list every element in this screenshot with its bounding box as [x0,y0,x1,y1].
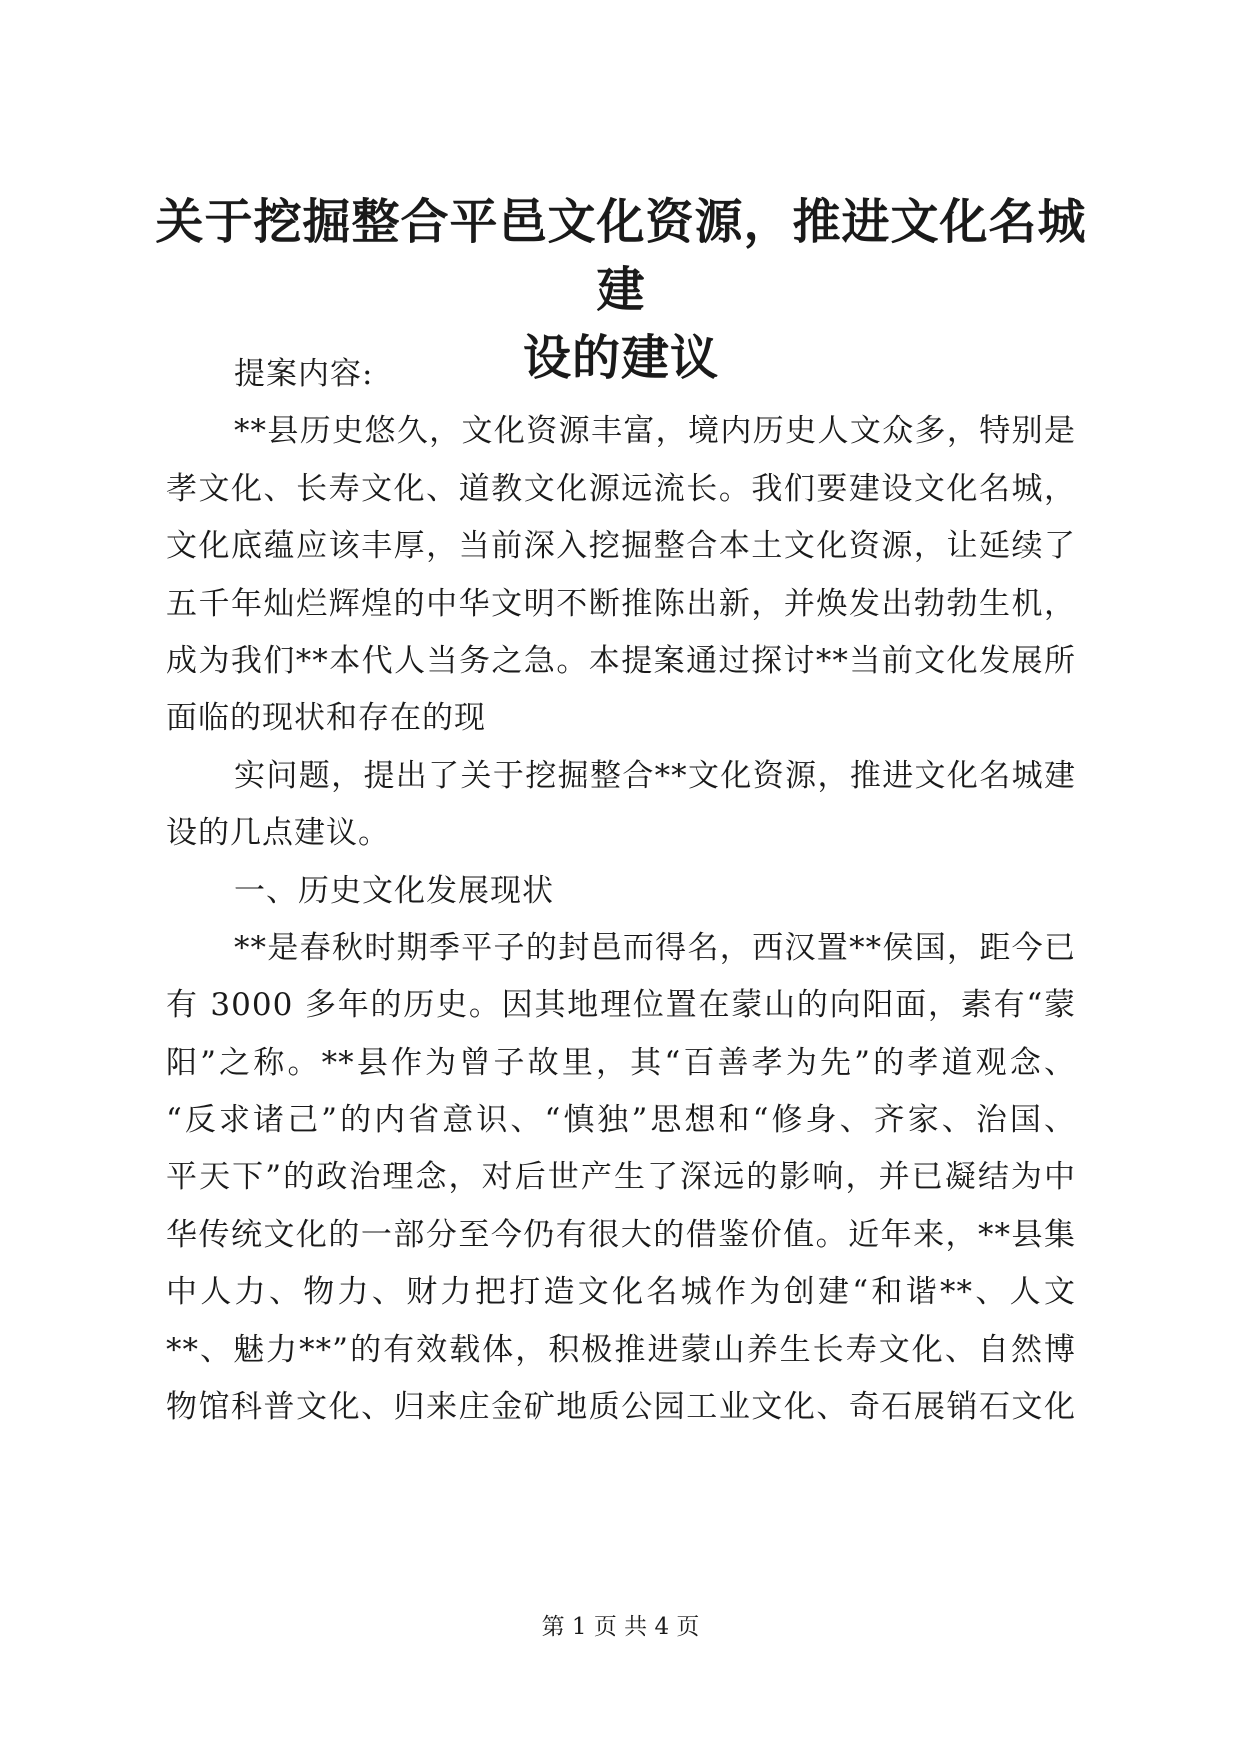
text-line: “反求诸己”的内省意识、“慎独”思想和“修身、齐家、治国、 [166,1102,1076,1139]
text-line: 实问题，提出了关于挖掘整合**文化资源，推进文化名城建 [234,757,1076,794]
text-line: 有 3000 多年的历史。因其地理位置在蒙山的向阳面，素有“蒙 [166,987,1076,1024]
text-line: 文化底蕴应该丰厚，当前深入挖掘整合本土文化资源，让延续了 [166,528,1076,565]
title-line-1: 关于挖掘整合平邑文化资源，推进文化名城建 [155,194,1087,318]
text-line: 阳”之称。**县作为曾子故里，其“百善孝为先”的孝道观念、 [166,1044,1076,1081]
text-line: **、魅力**”的有效载体，积极推进蒙山养生长寿文化、自然博 [166,1331,1076,1368]
text-line: 物馆科普文化、归来庄金矿地质公园工业文化、奇石展销石文化 [166,1389,1076,1426]
text-line: 平天下”的政治理念，对后世产生了深远的影响，并已凝结为中 [166,1159,1076,1196]
text-line: 面临的现状和存在的现 [166,700,486,737]
text-line: **是春秋时期季平子的封邑而得名，西汉置**侯国，距今已 [234,929,1076,966]
text-line: 成为我们**本代人当务之急。本提案通过探讨**当前文化发展所 [166,642,1076,679]
text-line: **县历史悠久，文化资源丰富，境内历史人文众多，特别是 [234,413,1076,450]
text-line: 中人力、物力、财力把打造文化名城作为创建“和谐**、人文 [166,1274,1076,1311]
text-line: 孝文化、长寿文化、道教文化源远流长。我们要建设文化名城， [166,470,1076,507]
document-body [166,346,1076,1436]
page-footer: 第 1 页 共 4 页 [541,1614,700,1640]
text-line: 五千年灿烂辉煌的中华文明不断推陈出新，并焕发出勃勃生机， [166,585,1076,622]
title-line-2: 设的建议 [522,330,719,386]
text-line: 华传统文化的一部分至今仍有很大的借鉴价值。近年来，**县集 [166,1216,1076,1253]
text-line: 提案内容: [234,356,374,392]
text-line: 设的几点建议。 [166,815,390,852]
text-line: 一、历史文化发展现状 [234,872,554,909]
